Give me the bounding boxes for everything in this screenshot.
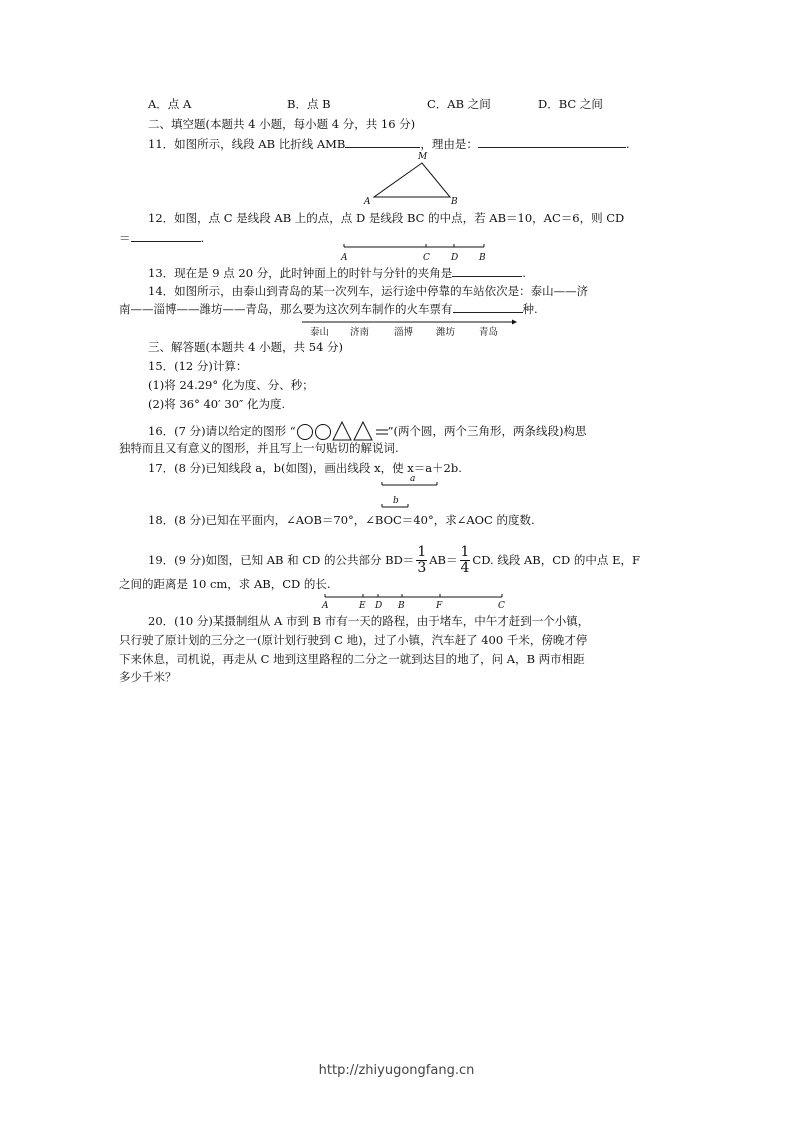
label-m: M bbox=[418, 152, 428, 162]
q15-title: 15．(12 分)计算： bbox=[148, 359, 248, 373]
q12-blank bbox=[131, 230, 201, 242]
triangle-2 bbox=[354, 422, 372, 440]
q11-blank-2 bbox=[478, 136, 626, 148]
label-b: B bbox=[398, 601, 405, 611]
q16-shapes bbox=[296, 420, 388, 442]
label-f: F bbox=[436, 601, 443, 611]
q20-line3: 下来休息，司机说，再走从 C 地到这里路程的二分之一就到达目的地了，问 A，B 两市相距 bbox=[119, 652, 585, 666]
station-qingdao: 青岛 bbox=[479, 327, 499, 338]
q20-line4: 多少千米？ bbox=[119, 670, 177, 684]
arrow-head bbox=[512, 320, 517, 325]
label-b: B bbox=[479, 253, 486, 263]
q17-text: 17．(8 分)已知线段 a，b(如图)，画出线段 x，使 x＝a＋2b. bbox=[148, 461, 462, 475]
q11-blank-1 bbox=[345, 136, 420, 148]
segment-aedbfc-svg bbox=[318, 592, 518, 612]
segments-ab-figure bbox=[380, 470, 450, 510]
q14-line2-suffix: 种. bbox=[522, 302, 538, 316]
q12-eq: ＝ bbox=[119, 231, 131, 245]
given-shapes-svg bbox=[296, 420, 388, 442]
frac1-denominator: 3 bbox=[417, 559, 427, 576]
q16-prefix: 16．(7 分)请以给定的图形 “ bbox=[148, 424, 296, 438]
q13-text bbox=[148, 265, 526, 281]
q11-suffix: . bbox=[625, 137, 630, 151]
triangle-figure bbox=[362, 148, 472, 208]
label-a: a bbox=[410, 474, 416, 484]
stations-figure bbox=[300, 317, 525, 339]
label-c: C bbox=[498, 601, 505, 611]
frac2-denominator: 4 bbox=[460, 559, 470, 576]
frac2-numerator: 1 bbox=[460, 543, 470, 560]
q15-part1: (1)将 24.29° 化为度、分、秒； bbox=[148, 378, 314, 392]
label-e: E bbox=[359, 601, 366, 611]
label-a: A bbox=[322, 601, 329, 611]
triangle-svg bbox=[362, 148, 472, 208]
label-a: A bbox=[364, 197, 371, 207]
frac1-numerator: 1 bbox=[417, 543, 427, 560]
label-a: A bbox=[341, 253, 348, 263]
q10-option-c: C．AB 之间 bbox=[427, 97, 491, 111]
q19-suffix: CD. 线段 AB，CD 的中点 E，F bbox=[472, 553, 640, 567]
q18-text: 18．(8 分)已知在平面内，∠AOB＝70°，∠BOC＝40°，求∠AOC 的度数. bbox=[148, 513, 535, 527]
label-d: D bbox=[451, 253, 459, 263]
station-zibo: 淄博 bbox=[394, 327, 414, 338]
q14-line2 bbox=[119, 301, 538, 317]
q13-suffix: . bbox=[522, 266, 526, 280]
segment-aedbfc-figure bbox=[318, 592, 518, 612]
q19-mid: AB＝ bbox=[429, 553, 458, 567]
footer-url: http://zhiyugongfang.cn bbox=[318, 1063, 475, 1078]
q13-prefix: 13．现在是 9 点 20 分，此时钟面上的时针与分针的夹角是 bbox=[148, 266, 453, 280]
station-weifang: 潍坊 bbox=[436, 327, 456, 338]
triangle-1 bbox=[333, 422, 351, 440]
label-b: B bbox=[451, 197, 458, 207]
q11-middle: ，理由是： bbox=[420, 137, 478, 151]
q19-fraction-one-quarter bbox=[460, 545, 471, 576]
q19-line1 bbox=[148, 539, 640, 580]
label-c: C bbox=[423, 253, 430, 263]
q11-prefix: 11．如图所示，线段 AB 比折线 AMB bbox=[148, 137, 346, 151]
q13-blank bbox=[452, 265, 522, 277]
q16-line2: 独特而且又有意义的图形，并且写上一句贴切的解说词. bbox=[119, 441, 399, 455]
q19-prefix: 19．(9 分)如图，已知 AB 和 CD 的公共部分 BD＝ bbox=[148, 553, 415, 567]
station-taishan: 泰山 bbox=[310, 327, 330, 338]
segment-acdb-figure bbox=[336, 241, 496, 263]
q12-line2 bbox=[119, 230, 204, 246]
segment-acdb-svg bbox=[336, 241, 496, 263]
stations-svg bbox=[300, 317, 525, 339]
triangle-shape bbox=[374, 163, 450, 197]
q20-line2: 只行驶了原计划的三分之一(原计划行驶到 C 地)，过了小镇，汽车赶了 400 千米，傍晚才停 bbox=[119, 633, 588, 647]
label-b: b bbox=[393, 496, 399, 506]
q12-line1: 12．如图，点 C 是线段 AB 上的点，点 D 是线段 BC 的中点，若 AB＝10，AC＝6，则 CD bbox=[148, 211, 625, 225]
q19-fraction-one-third bbox=[416, 545, 427, 576]
section3-heading: 三、解答题(本题共 4 小题，共 54 分) bbox=[148, 340, 344, 354]
q12-suffix: . bbox=[200, 231, 205, 245]
q19-line2: 之间的距离是 10 cm，求 AB，CD 的长. bbox=[119, 577, 331, 591]
q10-option-d: D．BC 之间 bbox=[538, 97, 603, 111]
station-jinan: 济南 bbox=[350, 327, 370, 338]
q14-line1: 14．如图所示，由泰山到青岛的某一次列车，运行途中停靠的车站依次是：泰山——济 bbox=[148, 284, 589, 298]
q14-line2-prefix: 南——淄博——潍坊——青岛，那么要为这次列车制作的火车票有 bbox=[119, 302, 453, 316]
section2-heading: 二、填空题(本题共 4 小题，每小题 4 分，共 16 分) bbox=[148, 117, 416, 131]
q14-blank bbox=[453, 301, 523, 313]
q10-option-a: A．点 A bbox=[148, 97, 192, 111]
circle-2 bbox=[315, 425, 330, 440]
q16-suffix: ”(两个圆，两个三角形，两条线段)构思 bbox=[387, 424, 587, 438]
segments-ab-svg bbox=[380, 470, 450, 510]
circle-1 bbox=[297, 425, 312, 440]
q20-line1: 20．(10 分)某摄制组从 A 市到 B 市有一天的路程，由于堵车，中午才赶到一个小镇， bbox=[148, 614, 590, 628]
q15-part2: (2)将 36° 40′ 30″ 化为度. bbox=[148, 397, 286, 411]
label-d: D bbox=[375, 601, 383, 611]
q10-option-b: B．点 B bbox=[287, 97, 331, 111]
